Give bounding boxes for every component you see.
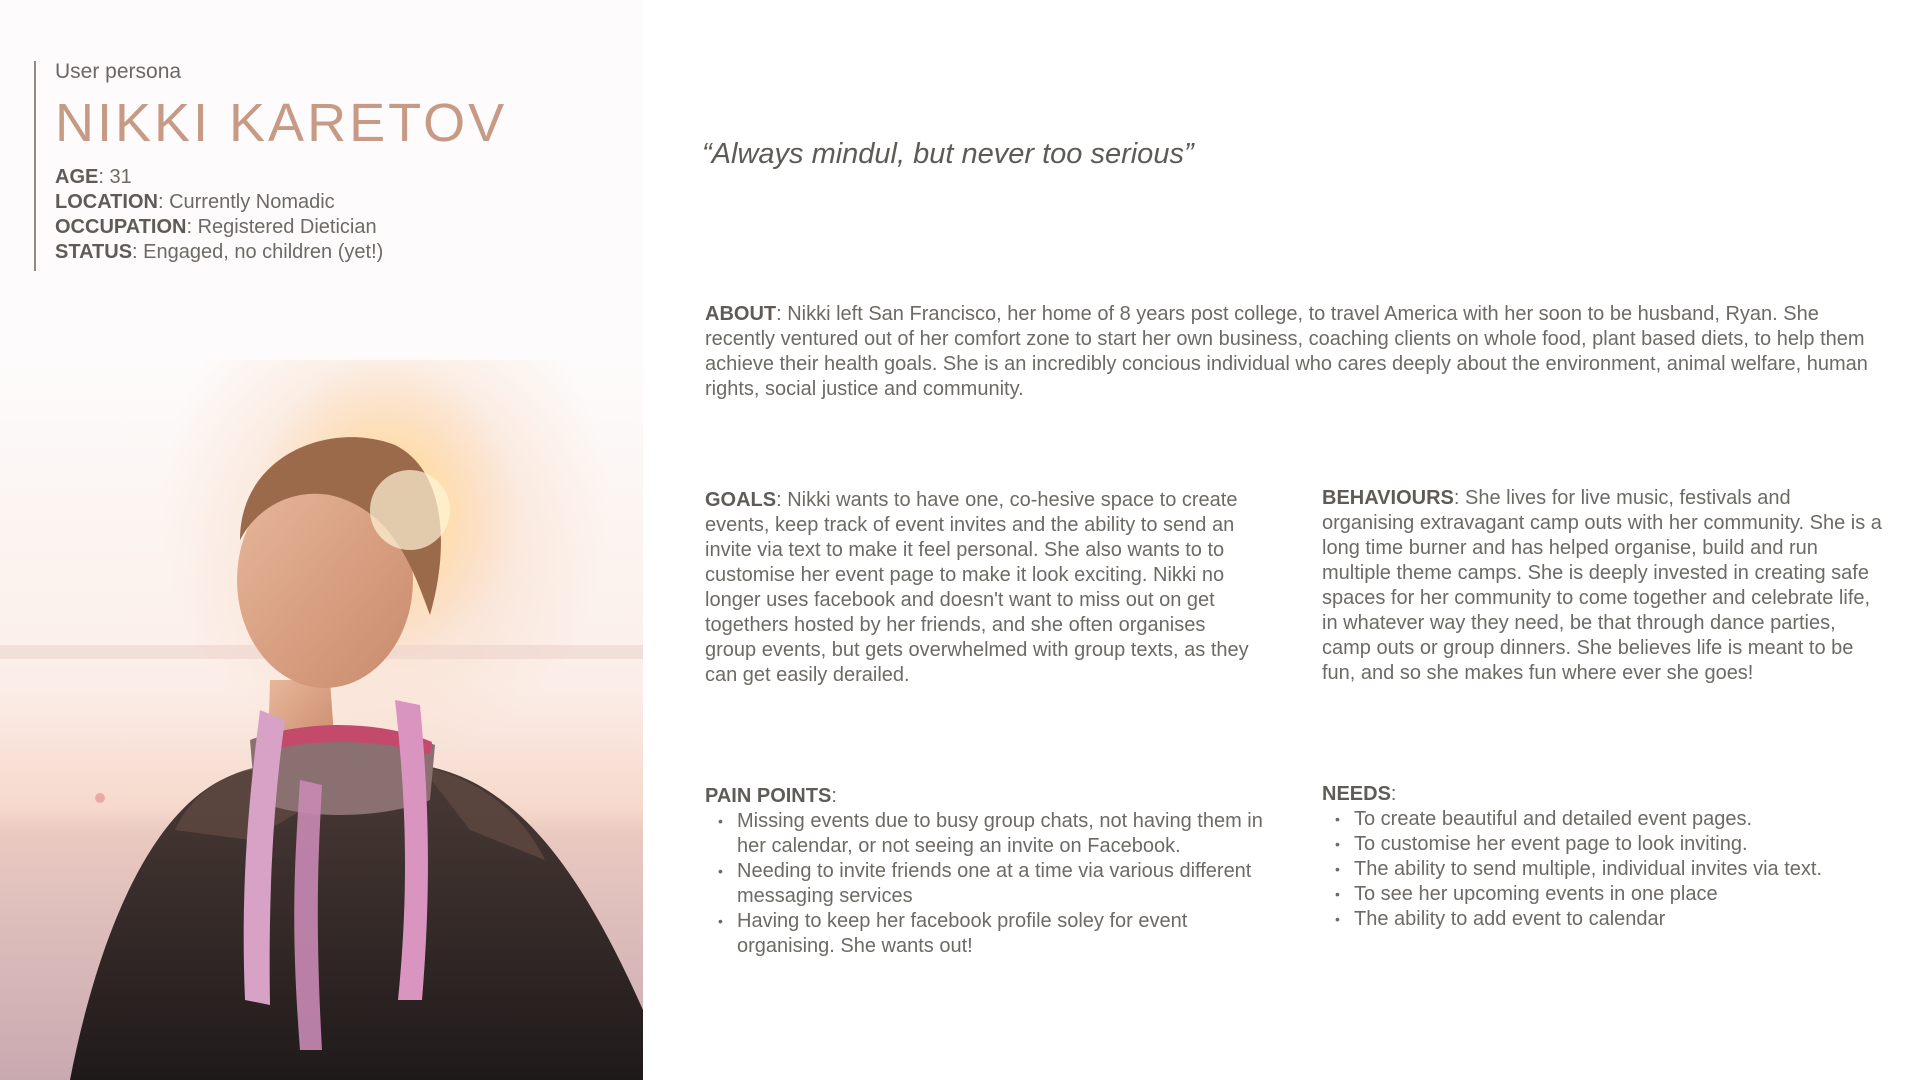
fact-occupation (55, 215, 594, 240)
behaviours-label: BEHAVIOURS (1322, 487, 1454, 509)
persona-kicker: User persona (55, 60, 182, 83)
behaviours-section (1322, 486, 1887, 686)
pain-points-section (705, 784, 1265, 959)
fact-status-label: STATUS (55, 241, 133, 263)
needs-label: NEEDS (1322, 783, 1391, 805)
list-item: • The ability to add event to calendar (1322, 907, 1887, 932)
fact-age-label: AGE (55, 166, 99, 188)
persona-name: NIKKI KARETOV (55, 93, 508, 153)
fact-age (55, 165, 594, 190)
list-item: • To customise her event page to look inviting. (1322, 832, 1887, 857)
list-item: • Needing to invite friends one at a time via various different messaging services (705, 859, 1265, 909)
needs-list (1322, 807, 1887, 932)
fact-status-value: : Engaged, no children (yet!) (132, 241, 384, 263)
fact-age-value: : 31 (98, 166, 132, 188)
persona-quote: “Always mindul, but never too serious” (702, 138, 1194, 170)
goals-label: GOALS (705, 489, 777, 511)
fact-status (55, 240, 594, 265)
list-item: • The ability to send multiple, individual invites via text. (1322, 857, 1887, 882)
fact-location-value: : Currently Nomadic (157, 191, 335, 213)
needs-heading (1322, 782, 1887, 807)
list-item: • To see her upcoming events in one place (1322, 882, 1887, 907)
list-item: • Missing events due to busy group chats, not having them in her calendar, or not seeing an invite on Facebook. (705, 809, 1265, 859)
about-label: ABOUT (705, 303, 777, 325)
needs-colon: : (1390, 783, 1397, 805)
goals-section (705, 488, 1260, 688)
persona-photo (0, 360, 643, 1080)
persona-header (34, 61, 594, 271)
behaviours-text: : She lives for live music, festivals and organising extravagant camp outs with her community. She is a long time burner and has helped organise, build and run multiple theme camps. She is deeply invested in creating safe spaces for her community to come together and celebrate life, in whatever way they need, be that through dance parties, camp outs or group dinners. She believes life is meant to be fun, and so she makes fun where ever she goes! (1322, 487, 1882, 684)
fact-occupation-label: OCCUPATION (55, 216, 187, 238)
fact-location (55, 190, 594, 215)
list-item: • Having to keep her facebook profile soley for event organising. She wants out! (705, 909, 1265, 959)
pain-points-label: PAIN POINTS (705, 785, 832, 807)
pain-points-heading (705, 784, 1265, 809)
list-item: • To create beautiful and detailed event pages. (1322, 807, 1887, 832)
pain-points-list (705, 809, 1265, 959)
fact-location-label: LOCATION (55, 191, 158, 213)
persona-panel (0, 0, 643, 1080)
goals-text: : Nikki wants to have one, co-hesive space to create events, keep track of event invites and the ability to send an invite via text to make it feel personal. She also wants to to customise her event page to make it look exciting. Nikki no longer uses facebook and doesn't want to miss out on get togethers hosted by her friends, and she often organises group events, but gets overwhelmed with group texts, as they can get easily derailed. (705, 489, 1249, 686)
about-section (705, 302, 1885, 402)
about-text: : Nikki left San Francisco, her home of 8 years post college, to travel America with her soon to be husband, Ryan. She recently ventured out of her comfort zone to start her own business, coaching clients on whole food, plant based diets, to help them achieve their health goals. She is an incredibly concious individual who cares deeply about the environment, animal welfare, human rights, social justice and community. (705, 303, 1868, 400)
fact-occupation-value: : Registered Dietician (186, 216, 377, 238)
pain-points-colon: : (831, 785, 837, 807)
needs-section (1322, 782, 1887, 932)
